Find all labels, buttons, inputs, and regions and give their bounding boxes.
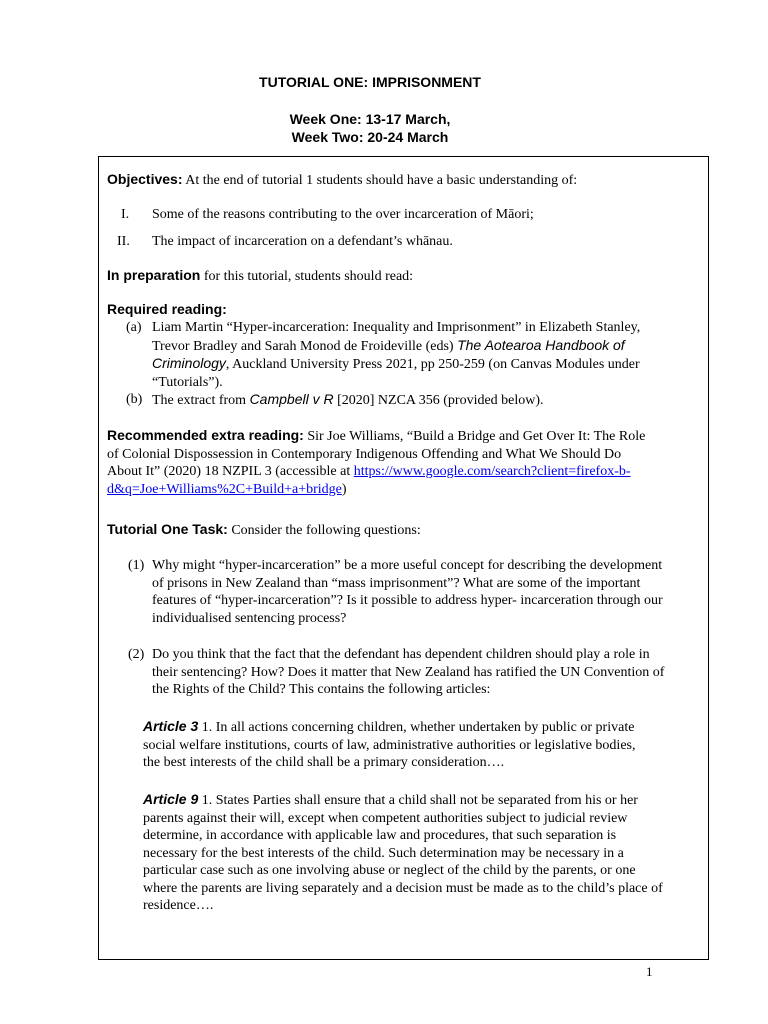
week-two-dates: Week Two: 20-24 March: [291, 129, 449, 145]
article-3-label: Article 3: [143, 718, 199, 734]
task-paragraph: [107, 521, 703, 540]
book-title: The Aotearoa Handbook of: [457, 336, 625, 353]
tutorial-content-box: Objectives: At the end of tutorial 1 students should have a basic understanding of: I. Some of the reasons contributing to the over incarceration of Māori; II. The impact of incarceration on a defendant’s whānau. In preparation for this tutorial, students should read: Required reading: (a) Liam Martin “Hyper-incarceration: Inequality and Imprisonment” in Elizabeth Stanley, Trevor Bradley and Sarah Monod de Froideville (eds) The Aotearoa Handbook of Criminology, Auckland University Press 2021, pp 250-259 (on Canvas Modules under “Tutorials”). (b) The extract from Campbell v R [2020] NZCA 356 (provided below). Recommended extra reading: Sir Joe Williams, “Build a Bridge and Get Over It: The Role of Colonial Dispossession in Contemporary Indigenous Offending and What We Should Do About It” (2020) 18 NZPIL 3 (accessible at https://www.google.com/search?client=firefox-b- d&q=Joe+Williams%2C+Build+a+bridge) Tutorial One Task: Consider the following questions: (1) Why might “hyper-incarceration” be a more useful concept for describing the development of prisons in New Zealand than “mass imprisonment”? What are some of the important features of “hyper-incarceration”? Is it possible to address hyper- incarceration through our individualised sentencing process? (2) Do you think that the fact that the defendant has dependent children should play a role in their sentencing? How? Does it matter that New Zealand has ratified the UN Convention of the Rights of the Child? This contains the following articles: Article 3 1. In all actions concerning children, whether undertaken by public or private social welfare institutions, courts of law, administrative authorities or legislative bodies, the best interests of the child shall be a primary consideration…. Article 9 1. States Parties shall ensure that a child shall not be separated from his or her parents against their will, except when competent authorities subject to judicial review determine, in accordance with applicable law and procedures, that such separation is necessary for the best interests of the child. Such determination may be necessary in a particular case such as one involving abuse or neglect of the child by the parents, or one where the parents are living separately and a decision must be made as to the child’s place of residence….: [98, 156, 709, 960]
question-marker: (2): [128, 647, 145, 662]
objectives-label: Objectives:: [107, 171, 183, 187]
reading-marker: (b): [126, 392, 143, 407]
article-9-quote: Article 9 1. States Parties shall ensure that a child shall not be separated from his or her parents against their will, except when competent authorities subject to judicial review determine, in accordance with applicable law and procedures, that such separation is necessary for the best interests of the child. Such determination may be necessary in a particular case such as one involving abuse or neglect of the child by the parents, or one where the parents are living separately and a decision must be made as to the child’s place of residence….: [143, 791, 663, 913]
document-title: TUTORIAL ONE: IMPRISONMENT: [259, 74, 481, 90]
page-number: 1: [646, 964, 653, 979]
objective-text: Some of the reasons contributing to the over incarceration of Māori;: [152, 207, 534, 222]
recommended-reading-paragraph: Recommended extra reading: Sir Joe Williams, “Build a Bridge and Get Over It: The Role of Colonial Dispossession in Contemporary Indigenous Offending and What We Should Do About It” (2020) 18 NZPIL 3 (accessible at https://www.google.com/search?client=firefox-b- d&q=Joe+Williams%2C+Build+a+bridge): [107, 427, 646, 497]
book-title: Criminology: [152, 355, 226, 371]
recommended-label: Recommended extra reading:: [107, 427, 304, 443]
preparation-paragraph: [107, 267, 703, 286]
objectives-text: At the end of tutorial 1 students should have a basic understanding of:: [185, 173, 578, 188]
reading-line: Trevor Bradley and Sarah Monod de Froideville (eds) The Aotearoa Handbook of: [152, 336, 625, 354]
required-reading-heading: Required reading:: [107, 301, 227, 317]
task-label: Tutorial One Task:: [107, 521, 228, 537]
week-one-dates: Week One: 13-17 March,: [289, 111, 451, 127]
preparation-text: for this tutorial, students should read:: [203, 269, 414, 284]
reading-link[interactable]: https://www.google.com/search?client=firefox-b-: [353, 464, 631, 479]
reading-line: Liam Martin “Hyper-incarceration: Inequality and Imprisonment” in Elizabeth Stanley,: [152, 320, 641, 335]
reading-line: Criminology, Auckland University Press 2021, pp 250-259 (on Canvas Modules under: [152, 355, 640, 372]
reading-line: “Tutorials”).: [152, 374, 223, 390]
task-text: Consider the following questions:: [231, 523, 421, 538]
objectives-paragraph: [107, 171, 703, 190]
article-9-label: Article 9: [143, 791, 199, 807]
case-name: Campbell v R: [249, 391, 334, 407]
objective-text: The impact of incarceration on a defendant’s whānau.: [152, 234, 453, 249]
objective-marker: II.: [117, 234, 130, 249]
reading-link-continued[interactable]: d&q=Joe+Williams%2C+Build+a+bridge: [107, 481, 342, 497]
preparation-label: In preparation: [107, 267, 201, 283]
question-marker: (1): [128, 558, 145, 573]
reading-marker: (a): [126, 320, 142, 335]
article-3-quote: Article 3 1. In all actions concerning children, whether undertaken by public or private social welfare institutions, courts of law, administrative authorities or legislative bodies, the best interests of the child shall be a primary consideration….: [143, 718, 636, 770]
objective-marker: I.: [121, 207, 130, 222]
